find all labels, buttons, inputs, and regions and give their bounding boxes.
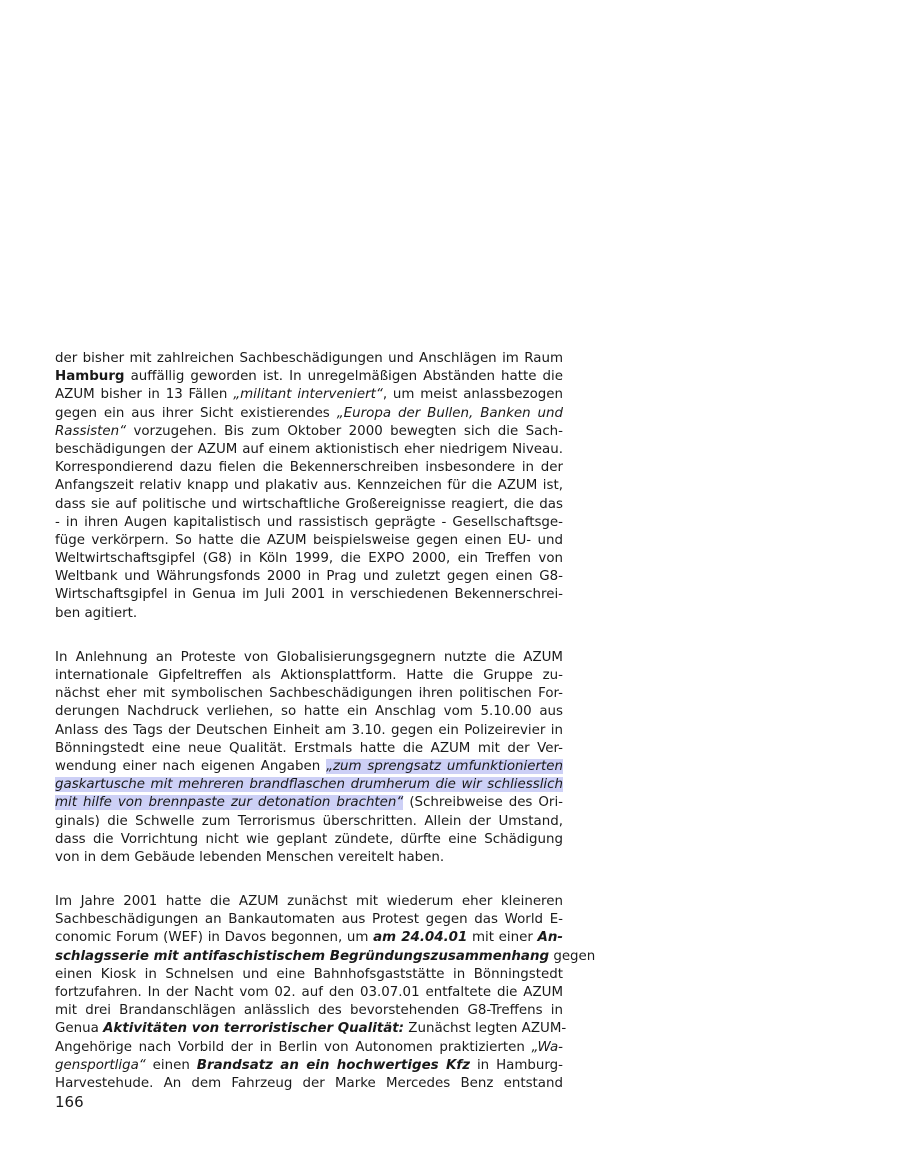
quoted-phrase: „Wa-: [531, 1039, 563, 1055]
text-line: [55, 550, 563, 568]
text-segment: beschädigungen der AZUM auf einem aktionistisch eher niedrigem Niveau.: [55, 441, 563, 457]
highlighted-quote: mit hilfe von brennpaste zur detonation brachten“: [55, 795, 404, 811]
text-segment: Angehörige nach Vorbild der in Berlin von Autonomen praktizierten: [55, 1039, 532, 1055]
highlighted-quote: „zum sprengsatz umfunktionierten: [326, 758, 563, 774]
text-line: [55, 758, 563, 776]
text-segment: Weltbank und Währungsfonds 2000 in Prag und zuletzt gegen einen G8-: [55, 569, 563, 585]
text-segment: dass sie auf politische und wirtschaftliche Großereignisse reagiert, die das: [55, 496, 563, 512]
text-segment: In Anlehnung an Proteste von Globalisierungsgegnern nutzte die AZUM: [55, 649, 563, 665]
text-line: [55, 911, 563, 929]
text-line: [55, 1075, 563, 1093]
text-segment: Harvestehude. An dem Fahrzeug der Marke Mercedes Benz entstand: [55, 1075, 563, 1091]
bold-term: Hamburg: [55, 369, 125, 385]
text-segment: internationale Gipfeltreffen als Aktionsplattform. Hatte die Gruppe zu-: [55, 668, 563, 683]
text-segment: einen: [145, 1057, 197, 1073]
text-segment: conomic Forum (WEF) in Davos begonnen, um: [55, 930, 374, 946]
text-line: [55, 1002, 563, 1020]
text-line: [55, 350, 563, 368]
paragraph: [55, 649, 563, 867]
page-number: 166: [55, 1093, 84, 1111]
text-line: [55, 441, 563, 459]
text-line: [55, 703, 563, 721]
text-line: [55, 984, 563, 1002]
text-segment: derungen Nachdruck verliehen, so hatte ein Anschlag vom 5.10.00 aus: [55, 704, 563, 720]
text-line: [55, 948, 596, 966]
text-line: [55, 831, 563, 849]
text-segment: füge verkörpern. So hatte die AZUM beispielsweise gegen einen EU- und: [55, 532, 563, 548]
quoted-phrase: gensportliga“: [55, 1057, 146, 1073]
text-segment: ginals) die Schwelle zum Terrorismus überschritten. Allein der Umstand,: [55, 813, 563, 829]
text-segment: mit drei Brandanschlägen anlässlich des bevorstehenden G8-Treffens in: [55, 1003, 563, 1019]
emphasized-phrase: Brandsatz an ein hochwertiges Kfz: [196, 1057, 470, 1073]
text-line: [55, 649, 563, 667]
emphasized-phrase: am 24.04.01: [373, 930, 468, 946]
text-line: [55, 813, 563, 831]
text-line: [55, 966, 563, 984]
text-line: [55, 722, 563, 740]
text-line: [55, 459, 563, 477]
text-line: [55, 1057, 563, 1075]
text-segment: von in dem Gebäude lebenden Menschen vereitelt haben.: [55, 849, 445, 865]
text-line: [55, 776, 563, 794]
text-segment: Sachbeschädigungen an Bankautomaten aus Protest gegen das World E-: [55, 912, 563, 928]
text-segment: nächst eher mit symbolischen Sachbeschädigungen ihren politischen For-: [55, 686, 563, 702]
text-segment: mit einer: [467, 930, 538, 946]
text-segment: - in ihren Augen kapitalistisch und rassistisch geprägte - Gesellschaftsge-: [55, 514, 563, 530]
quoted-phrase: „Europa der Bullen, Banken und: [336, 405, 563, 421]
text-line: [55, 568, 563, 586]
paragraph: [55, 350, 563, 623]
text-segment: wendung einer nach eigenen Angaben: [55, 758, 327, 774]
text-line: [55, 386, 563, 404]
text-line: [55, 740, 563, 758]
text-segment: auffällig geworden ist. In unregelmäßigen Abständen hatte die: [124, 369, 563, 385]
text-segment: einen Kiosk in Schnelsen und eine Bahnhofsgaststätte in Bönningstedt: [55, 966, 563, 982]
text-segment: Zunächst legten AZUM-: [404, 1021, 567, 1037]
text-segment: AZUM bisher in 13 Fällen: [55, 387, 234, 403]
text-segment: ben agitiert.: [55, 605, 138, 621]
text-line: [55, 794, 563, 812]
text-segment: gegen ein aus ihrer Sicht existierendes: [55, 405, 337, 421]
text-segment: fortzufahren. In der Nacht vom 02. auf den 03.07.01 entfaltete die AZUM: [55, 985, 563, 1000]
body-text: [55, 350, 596, 1119]
text-line: [55, 368, 563, 386]
emphasized-phrase: An-: [537, 930, 563, 946]
text-line: [55, 514, 563, 532]
text-line: [55, 685, 563, 703]
text-segment: Anfangszeit relativ knapp und plakativ aus. Kennzeichen für die AZUM ist,: [55, 478, 563, 494]
text-line: [55, 849, 563, 867]
highlighted-quote: gaskartusche mit mehreren brandflaschen drumherum die wir schliesslich: [55, 777, 563, 793]
text-segment: Wirtschaftsgipfel in Genua im Juli 2001 in verschiedenen Bekennerschrei-: [55, 587, 563, 603]
text-line: [55, 496, 563, 514]
quoted-phrase: Rassisten“: [55, 423, 127, 439]
text-segment: Genua: [55, 1021, 104, 1037]
text-segment: Bönningstedt eine neue Qualität. Erstmals hatte die AZUM mit der Ver-: [55, 740, 563, 756]
text-line: [55, 667, 563, 685]
text-line: [55, 532, 563, 550]
text-line: [55, 1039, 563, 1057]
text-line: [55, 605, 563, 623]
text-segment: vorzugehen. Bis zum Oktober 2000 bewegten sich die Sach-: [126, 423, 563, 439]
quoted-phrase: „militant interveniert“: [233, 387, 383, 403]
text-segment: , um meist anlassbezogen: [382, 387, 563, 403]
text-segment: gegen: [549, 948, 596, 964]
emphasized-phrase: Aktivitäten von terroristischer Qualität:: [103, 1021, 405, 1037]
text-line: [55, 477, 563, 495]
emphasized-phrase: schlagsserie mit antifaschistischem Begründungszusammenhang: [55, 948, 550, 964]
text-segment: Im Jahre 2001 hatte die AZUM zunächst mit wiederum eher kleineren: [55, 894, 563, 910]
text-segment: Anlass des Tags der Deutschen Einheit am 3.10. gegen ein Polizeirevier in: [55, 722, 563, 738]
text-line: [55, 423, 563, 441]
text-line: [55, 405, 563, 423]
text-segment: der bisher mit zahlreichen Sachbeschädigungen und Anschlägen im Raum: [55, 351, 563, 366]
text-segment: dass die Vorrichtung nicht wie geplant zündete, dürfte eine Schädigung: [55, 831, 563, 847]
text-segment: Weltwirtschaftsgipfel (G8) in Köln 1999, die EXPO 2000, ein Treffen von: [55, 551, 563, 567]
text-line: [55, 929, 563, 947]
text-line: [55, 586, 563, 604]
text-segment: in Hamburg-: [470, 1057, 563, 1073]
text-line: [55, 1020, 567, 1038]
text-segment: (Schreibweise des Ori-: [403, 795, 563, 811]
paragraph: [55, 893, 596, 1093]
text-line: [55, 893, 563, 911]
text-segment: Korrespondierend dazu fielen die Bekennerschreiben insbesondere in der: [55, 460, 563, 476]
